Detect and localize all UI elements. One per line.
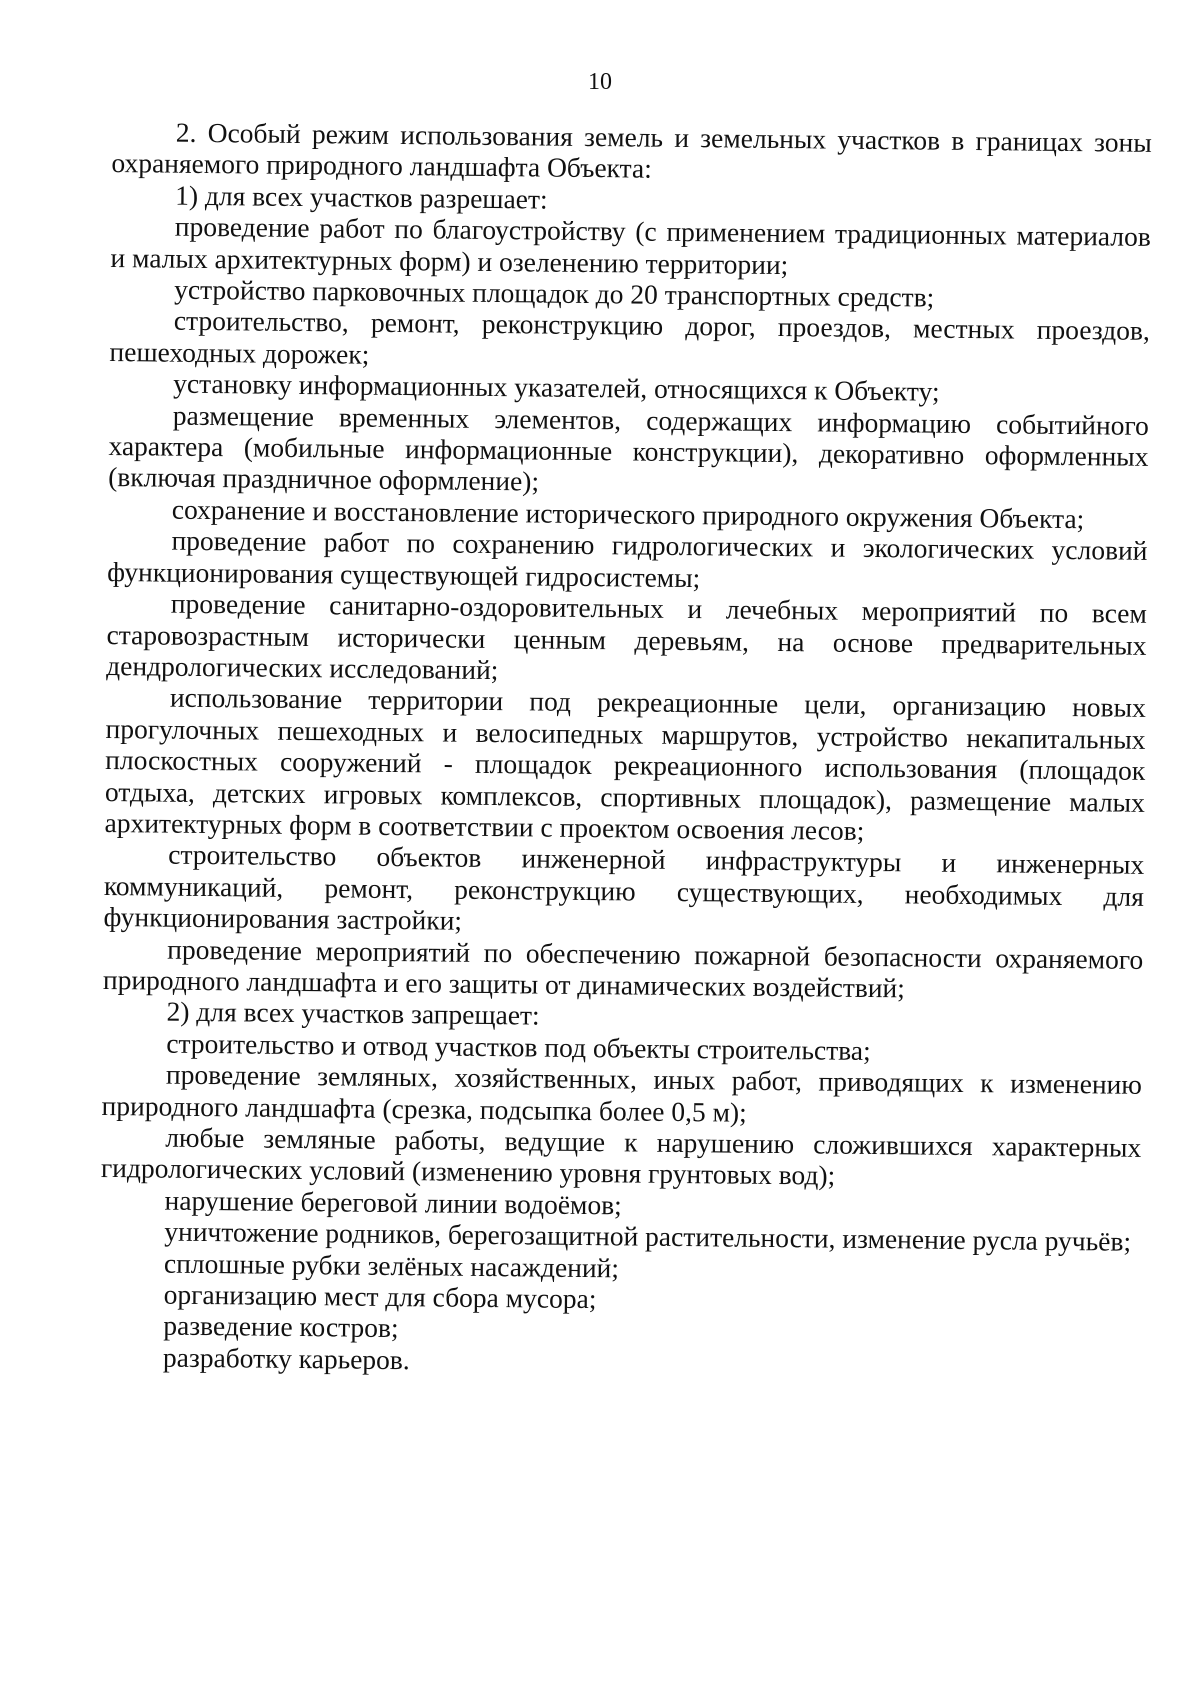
paragraph-prohibit-clear-cutting: сплошные рубки зелёных насаждений;: [163, 1247, 620, 1283]
paragraph-permit-recreation: использование территории под рекреационные цели, организацию новых прогулочных пешеходных и велосипедных маршрутов, устройство некапитальных плоскостных сооружений - площадок рекреационного использования (площадок отдыха, детских игровых комплексов, спортивных площадок), размещение малых архитектурных форм в соответствии с проектом освоения лесов;: [104, 681, 1147, 846]
paragraph-permit-temporary-elements: размещение временных элементов, содержащих информацию событийного характера (мобильные информационные конструкции), декоративно оформленных (включая праздничное оформление);: [108, 399, 1149, 497]
paragraph-prohibit-earthworks: проведение земляных, хозяйственных, иных работ, приводящих к изменению природного ландшафта (срезка, подсыпка более 0,5 м);: [101, 1058, 1143, 1128]
paragraph-prohibit-bonfires: разведение костров;: [163, 1310, 399, 1344]
paragraph-permit-hydrology: проведение работ по сохранению гидрологических и экологических условий функционирования существующей гидросистемы;: [107, 524, 1148, 593]
paragraph-permit-signs: установку информационных указателей, относящихся к Объекту;: [173, 367, 940, 407]
page-number: 10: [588, 69, 612, 95]
paragraph-permit-tree-care: проведение санитарно-оздоровительных и лечебных мероприятий по всем старовозрастным исторически ценным деревьям, на основе предварительных дендрологических исследований;: [106, 587, 1148, 685]
paragraph-permit-fire-safety: проведение мероприятий по обеспечению пожарной безопасности охраняемого природного ландшафта и его защиты от динамических воздействий;: [102, 933, 1144, 1004]
document-body: [99, 116, 1152, 1383]
paragraph-prohibit-hydrology-disruption: любые земляные работы, ведущие к нарушению сложившихся характерных гидрологических условий (изменению уровня грунтовых вод);: [100, 1121, 1142, 1192]
paragraph-permit-parking: устройство парковочных площадок до 20 транспортных средств;: [174, 273, 935, 313]
paragraph-permits-heading: 1) для всех участков разрешает:: [175, 179, 548, 215]
paragraph-prohibit-shoreline: нарушение береговой линии водоёмов;: [164, 1184, 622, 1221]
paragraph-permit-landscaping: проведение работ по благоустройству (с применением традиционных материалов и малых архитектурных форм) и озеленению территории;: [110, 210, 1151, 280]
paragraph-prohibit-construction: строительство и отвод участков под объекты строительства;: [166, 1027, 871, 1066]
paragraph-permit-preservation: сохранение и восстановление исторического природного окружения Объекта;: [171, 493, 1085, 535]
paragraph-permit-infrastructure: строительство объектов инженерной инфраструктуры и инженерных коммуникаций, ремонт, реконструкцию существующих, необходимых для функционирования застройки;: [103, 838, 1145, 936]
paragraph-section-2-intro: 2. Особый режим использования земель и земельных участков в границах зоны охраняемого природного ландшафта Объекта:: [111, 116, 1152, 185]
paragraph-permit-roads: строительство, ремонт, реконструкцию дорог, проездов, местных проездов, пешеходных дорожек;: [109, 305, 1150, 370]
paragraph-prohibit-waste-sites: организацию мест для сбора мусора;: [163, 1278, 597, 1315]
paragraph-prohibit-springs: уничтожение родников, берегозащитной растительности, изменение русла ручьёв;: [164, 1215, 1132, 1257]
paragraph-prohibits-heading: 2) для всех участков запрещает:: [166, 995, 540, 1031]
paragraph-prohibit-quarries: разработку карьеров.: [162, 1341, 410, 1376]
